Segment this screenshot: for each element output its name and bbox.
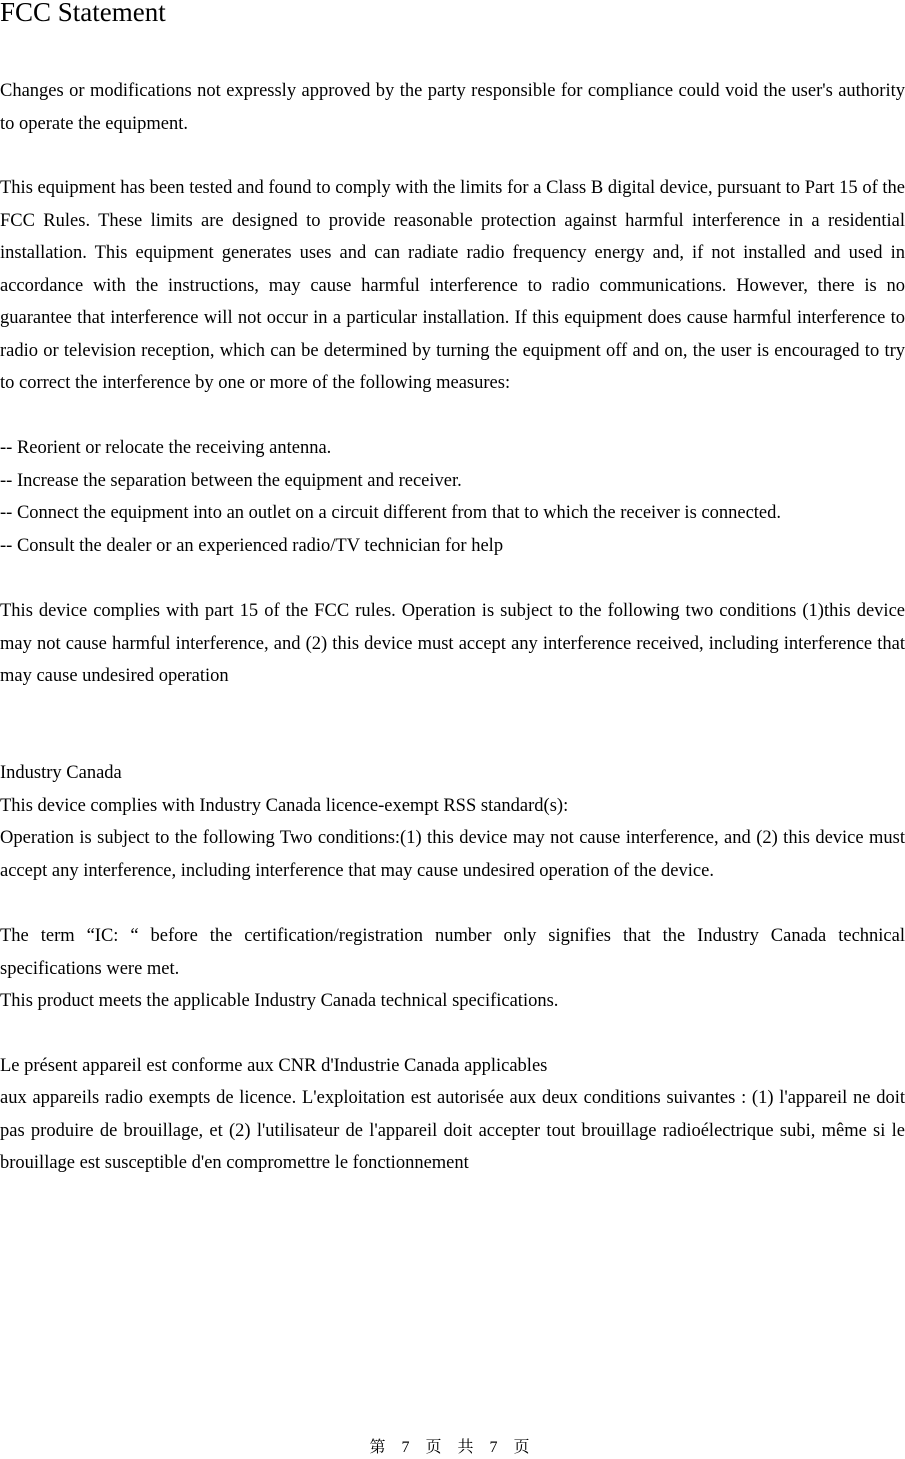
- measure-item: -- Reorient or relocate the receiving antenna.: [0, 438, 332, 458]
- ic-product-paragraph: This product meets the applicable Industry Canada technical specifications.: [0, 991, 559, 1011]
- ic-conditions-paragraph: Operation is subject to the following Two conditions:(1) this device may not cause interference, and (2) this device must accept any interference, including interference that may cause undesired operation of the device.: [0, 828, 905, 881]
- ic-term-paragraph: The term “IC: “ before the certification/registration number only signifies that the Industry Canada technical specifications were met.: [0, 926, 905, 979]
- ic-complies-text: This device complies with Industry Canada licence-exempt RSS standard(s):: [0, 795, 569, 816]
- french-heading: Le présent appareil est conforme aux CNR d'Industrie Canada applicables: [0, 1056, 548, 1076]
- ic-heading: Industry Canada: [0, 763, 122, 783]
- industry-canada-section: [0, 757, 905, 822]
- fcc-changes-paragraph: Changes or modifications not expressly approved by the party responsible for compliance could void the user's authority to operate the equipment.: [0, 81, 905, 134]
- page-title: FCC Statement: [0, 0, 166, 27]
- page-number-footer: 第 7 页 共 7 页: [369, 1439, 536, 1456]
- measure-item: -- Connect the equipment into an outlet on a circuit different from that to which the receiver is connected.: [0, 503, 782, 523]
- measure-item: -- Consult the dealer or an experienced radio/TV technician for help: [0, 535, 504, 556]
- french-body-paragraph: aux appareils radio exempts de licence. L'exploitation est autorisée aux deux conditions suivantes : (1) l'appareil ne doit pas produire de brouillage, et (2) l'utilisateur de l'appareil doit accepter tout brouillage radioélectrique subi, même si le brouillage est susceptible d'en compromettre le fonctionnement: [0, 1088, 905, 1173]
- interference-measures-list: [0, 432, 905, 562]
- fcc-class-b-paragraph: This equipment has been tested and found to comply with the limits for a Class B digital device, pursuant to Part 15 of the FCC Rules. These limits are designed to provide reasonable protection against harmful interference in a residential installation. This equipment generates uses and can radiate radio frequency energy and, if not installed and used in accordance with the instructions, may cause harmful interference to radio communications. However, there is no guarantee that interference will not occur in a particular installation. If this equipment does cause harmful interference to radio or television reception, which can be determined by turning the equipment off and on, the user is encouraged to try to correct the interference by one or more of the following measures:: [0, 178, 905, 393]
- fcc-part15-paragraph: This device complies with part 15 of the FCC rules. Operation is subject to the following two conditions (1)this device may not cause harmful interference, and (2) this device must accept any interference received, including interference that may cause undesired operation: [0, 601, 905, 686]
- measure-item: -- Increase the separation between the equipment and receiver.: [0, 470, 462, 491]
